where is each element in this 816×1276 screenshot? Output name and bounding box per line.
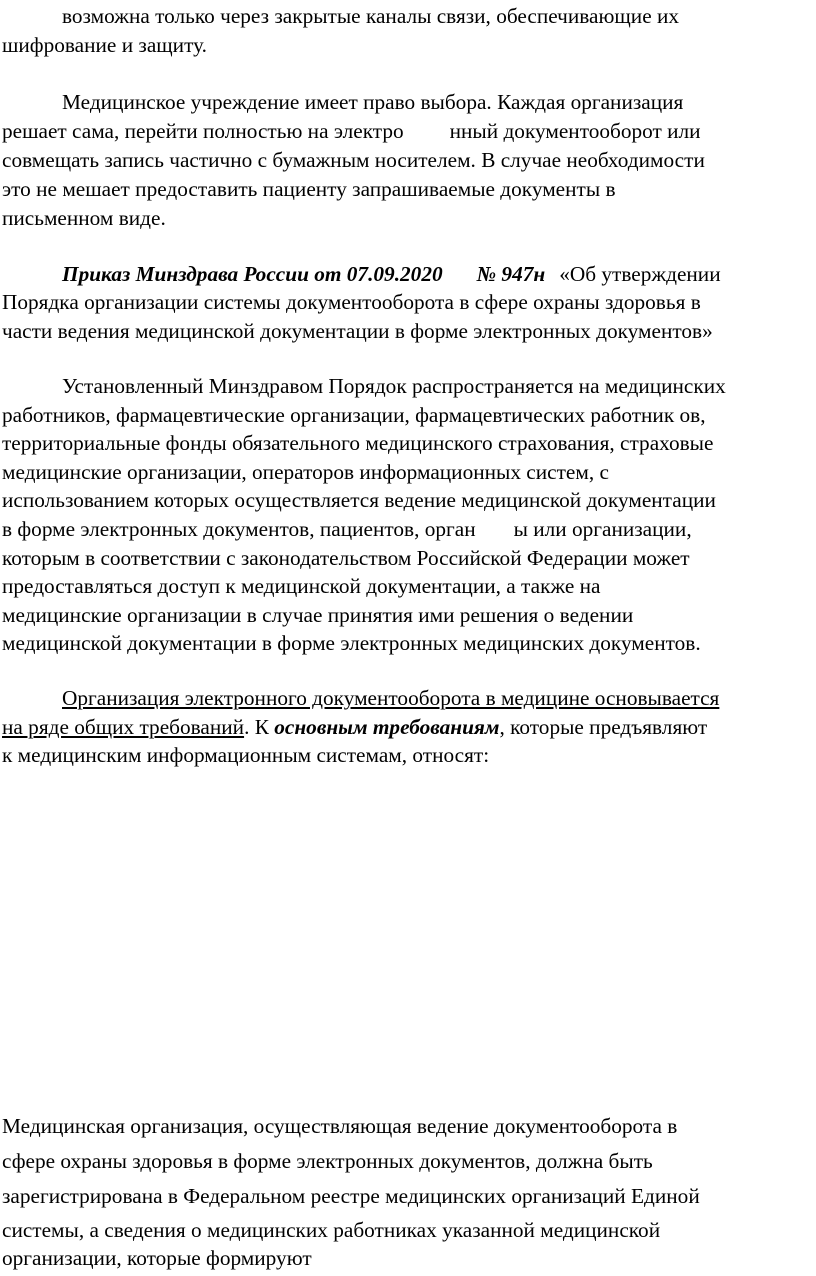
paragraph-2-line-2-part-b: нный документооборот или (449, 119, 701, 143)
order-number: № 947н (476, 262, 546, 286)
paragraph-4-line-4: медицинские организации, операторов информационных систем, с (2, 460, 609, 484)
paragraph-4-line-10: медицинской документации в форме электронных медицинских документов. (2, 631, 701, 655)
paragraph-6-line-4: системы, а сведения о медицинских работниках указанной медицинской (2, 1218, 661, 1242)
paragraph-3-line-2: Порядка организации системы документооборота в сфере охраны здоровья в (2, 290, 701, 314)
paragraph-4-line-3: территориальные фонды обязательного медицинского страхования, страховые (2, 431, 714, 455)
paragraph-2-line-5: письменном виде. (2, 206, 166, 230)
paragraph-5-line-3: к медицинским информационным системам, относят: (2, 743, 490, 767)
order-heading-line (62, 260, 721, 289)
general-requirements-text: на ряде общих требований (2, 715, 245, 739)
paragraph-5-line-2 (2, 713, 707, 742)
paragraph-6-line-5: организации, которые формируют (2, 1246, 312, 1270)
paragraph-5-line-1: Организация электронного документооборота в медицине основывается (62, 686, 720, 710)
paragraph-4-line-6 (2, 515, 692, 544)
paragraph-4-line-7: которым в соответствии с законодательством Российской Федерации может (2, 546, 690, 570)
paragraph-4-line-9: медицинские организации в случае принятия ими решения о ведении (2, 603, 634, 627)
paragraph-2-line-2 (2, 117, 701, 146)
paragraph-5-line-2-mid: . К (244, 715, 275, 739)
paragraph-4-line-1: Установленный Минздравом Порядок распространяется на медицинских (62, 374, 726, 398)
paragraph-2-line-3: совмещать запись частично с бумажным носителем. В случае необходимости (2, 148, 705, 172)
paragraph-2-line-2-part-a: решает сама, перейти полностью на электро (2, 119, 404, 143)
paragraph-1-line-2: шифрование и защиту. (2, 33, 207, 57)
paragraph-4-line-8: предоставляться доступ к медицинской документации, а также на (2, 574, 601, 598)
paragraph-2-line-1: Медицинское учреждение имеет право выбора. Каждая организация (62, 90, 684, 114)
paragraph-6-line-3: зарегистрирована в Федеральном реестре медицинских организаций Единой (2, 1184, 700, 1208)
paragraph-6-line-2: сфере охраны здоровья в форме электронных документов, должна быть (2, 1149, 653, 1173)
paragraph-4-line-6-part-b: ы или организации, (513, 517, 692, 541)
order-title: Приказ Минздрава России от 07.09.2020 (62, 262, 443, 286)
paragraph-5-line-2-end: , которые предъявляют (499, 715, 708, 739)
paragraph-6-line-1: Медицинская организация, осуществляющая ведение документооборота в (2, 1114, 678, 1138)
paragraph-2-line-4: это не мешает предоставить пациенту запрашиваемые документы в (2, 177, 616, 201)
paragraph-1-line-1: возможна только через закрытые каналы связи, обеспечивающие их (62, 4, 680, 28)
paragraph-4-line-6-part-a: в форме электронных документов, пациентов, орган (2, 517, 476, 541)
paragraph-4-line-2: работников, фармацевтические организации, фармацевтических работник ов, (2, 403, 706, 427)
paragraph-4-line-5: использованием которых осуществляется ведение медицинской документации (2, 488, 716, 512)
main-requirements-text: основным требованиям (274, 715, 500, 739)
order-name-start: «Об утверждении (559, 262, 721, 286)
paragraph-3-line-3: части ведения медицинской документации в форме электронных документов» (2, 319, 713, 343)
